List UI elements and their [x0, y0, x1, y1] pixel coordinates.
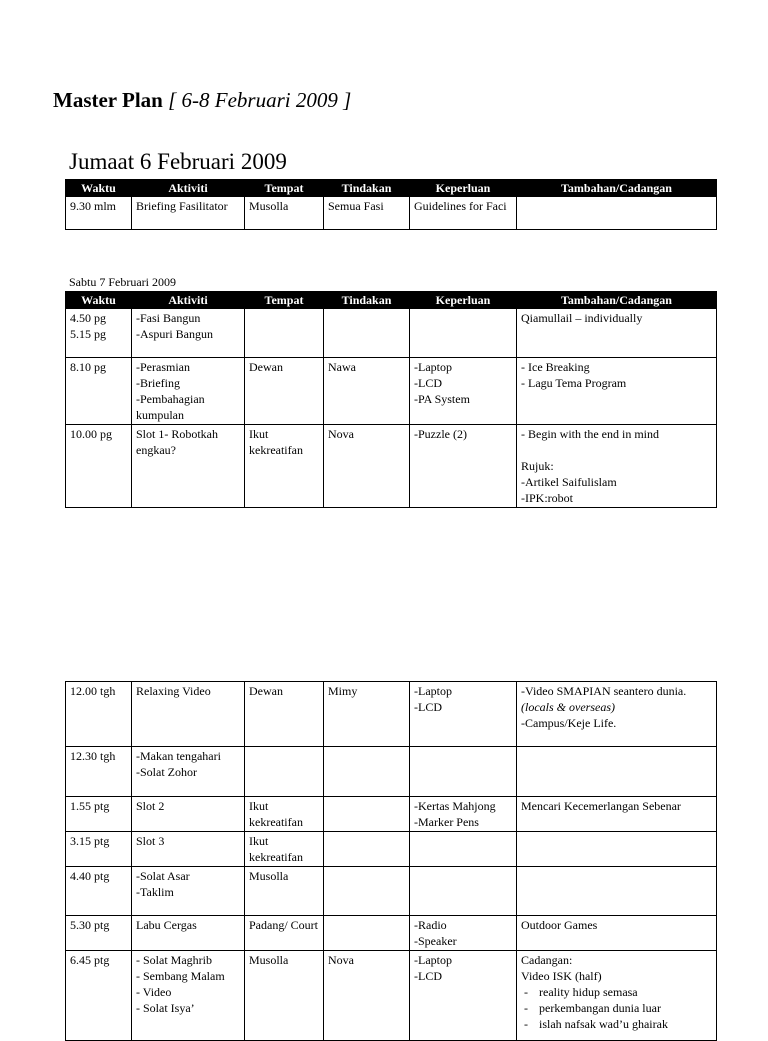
column-header-aktiviti: Aktiviti — [132, 180, 245, 197]
cell-line: - Video — [136, 985, 172, 999]
cell-tambahan — [517, 951, 717, 1041]
column-header-tempat: Tempat — [245, 292, 324, 309]
cell-line: -Fasi Bangun — [136, 311, 201, 325]
cell-tempat — [245, 425, 324, 508]
cell-line: 10.00 pg — [70, 427, 112, 441]
cell-waktu — [66, 747, 132, 797]
cell-tindakan — [324, 747, 410, 797]
table-row — [66, 425, 717, 508]
cell-line: (locals & overseas) — [521, 700, 615, 714]
table-row — [66, 358, 717, 425]
cell-tambahan — [517, 747, 717, 797]
cell-line: -Taklim — [136, 885, 174, 899]
column-header-tindakan: Tindakan — [324, 180, 410, 197]
cell-keperluan — [410, 916, 517, 951]
cell-waktu — [66, 867, 132, 916]
cell-line: - Ice Breaking — [521, 360, 590, 374]
cell-line: Outdoor Games — [521, 918, 598, 932]
cell-line: Cadangan: — [521, 953, 573, 967]
cell-tindakan — [324, 197, 410, 230]
cell-waktu — [66, 309, 132, 358]
cell-line: Dewan — [249, 360, 283, 374]
cell-line: 1.55 ptg — [70, 799, 110, 813]
document-title — [53, 88, 351, 113]
cell-tempat — [245, 309, 324, 358]
cell-line: -Pembahagian kumpulan — [136, 392, 205, 422]
cell-line: Slot 1- Robotkah engkau? — [136, 427, 219, 457]
cell-tambahan — [517, 832, 717, 867]
cell-line: 12.30 tgh — [70, 749, 116, 763]
table-row — [66, 951, 717, 1041]
table-row — [66, 197, 717, 230]
cell-line: Musolla — [249, 869, 289, 883]
cell-line: -Briefing — [136, 376, 180, 390]
cell-tempat — [245, 747, 324, 797]
column-header-tambahan: Tambahan/Cadangan — [517, 292, 717, 309]
cell-line: Semua Fasi — [328, 199, 384, 213]
cell-waktu — [66, 832, 132, 867]
cell-line: - Begin with the end in mind — [521, 427, 659, 441]
cell-aktiviti — [132, 425, 245, 508]
cell-tindakan — [324, 916, 410, 951]
cell-tempat — [245, 867, 324, 916]
cell-line: 6.45 ptg — [70, 953, 110, 967]
table-row — [66, 747, 717, 797]
cell-line: 4.50 pg — [70, 311, 106, 325]
cell-line: Nawa — [328, 360, 356, 374]
column-header-waktu: Waktu — [66, 292, 132, 309]
cell-line: Nova — [328, 953, 354, 967]
cell-tindakan — [324, 425, 410, 508]
cell-aktiviti — [132, 309, 245, 358]
cell-line: -Solat Zohor — [136, 765, 197, 779]
cell-tempat — [245, 951, 324, 1041]
cell-line: -Laptop — [414, 360, 452, 374]
cell-keperluan — [410, 425, 517, 508]
cell-tambahan — [517, 797, 717, 832]
cell-tindakan — [324, 951, 410, 1041]
table-row — [66, 832, 717, 867]
column-header-waktu: Waktu — [66, 180, 132, 197]
cell-waktu — [66, 358, 132, 425]
cell-line: -Marker Pens — [414, 815, 479, 829]
cell-line: -LCD — [414, 376, 442, 390]
cell-line: -Perasmian — [136, 360, 190, 374]
cell-line: Video ISK (half) — [521, 969, 602, 983]
column-header-aktiviti: Aktiviti — [132, 292, 245, 309]
cell-line: Ikut kekreatifan — [249, 427, 303, 457]
cell-line: - Lagu Tema Program — [521, 376, 627, 390]
cell-aktiviti — [132, 197, 245, 230]
cell-line: Slot 2 — [136, 799, 165, 813]
column-header-keperluan: Keperluan — [410, 180, 517, 197]
cell-waktu — [66, 197, 132, 230]
table-row — [66, 797, 717, 832]
cell-keperluan — [410, 358, 517, 425]
cell-tempat — [245, 358, 324, 425]
cell-line: -Laptop — [414, 684, 452, 698]
cell-line: Dewan — [249, 684, 283, 698]
cell-tempat — [245, 797, 324, 832]
title-main: Master Plan — [53, 88, 163, 112]
table-header-row — [66, 292, 717, 309]
column-header-tambahan: Tambahan/Cadangan — [517, 180, 717, 197]
cell-line: - perkembangan dunia luar — [521, 1000, 712, 1016]
schedule-table-sabtu — [65, 291, 717, 508]
cell-line: -Artikel Saifulislam — [521, 475, 617, 489]
cell-keperluan — [410, 951, 517, 1041]
cell-keperluan — [410, 309, 517, 358]
column-header-tindakan: Tindakan — [324, 292, 410, 309]
cell-line: -Solat Asar — [136, 869, 190, 883]
cell-line: -Laptop — [414, 953, 452, 967]
cell-line: - reality hidup semasa — [521, 984, 712, 1000]
cell-line: 4.40 ptg — [70, 869, 110, 883]
cell-waktu — [66, 916, 132, 951]
cell-line: 9.30 mlm — [70, 199, 117, 213]
cell-line: -LCD — [414, 969, 442, 983]
cell-tempat — [245, 916, 324, 951]
cell-line: Labu Cergas — [136, 918, 197, 932]
cell-line: Guidelines for Faci — [414, 199, 507, 213]
cell-tindakan — [324, 682, 410, 747]
cell-tempat — [245, 832, 324, 867]
cell-keperluan — [410, 797, 517, 832]
cell-line: -IPK:robot — [521, 491, 573, 505]
column-header-keperluan: Keperluan — [410, 292, 517, 309]
cell-line: -Aspuri Bangun — [136, 327, 213, 341]
table-row — [66, 916, 717, 951]
cell-waktu — [66, 425, 132, 508]
cell-line: Relaxing Video — [136, 684, 211, 698]
cell-line: Slot 3 — [136, 834, 165, 848]
cell-line: 12.00 tgh — [70, 684, 116, 698]
cell-tambahan — [517, 197, 717, 230]
cell-aktiviti — [132, 916, 245, 951]
cell-line: -Campus/Keje Life. — [521, 716, 617, 730]
cell-line: - islah nafsak wad’u ghairak — [521, 1016, 712, 1032]
cell-line: -Speaker — [414, 934, 457, 948]
cell-line: -Radio — [414, 918, 447, 932]
cell-tindakan — [324, 797, 410, 832]
cell-aktiviti — [132, 682, 245, 747]
cell-tindakan — [324, 832, 410, 867]
table-header-row — [66, 180, 717, 197]
cell-tambahan — [517, 682, 717, 747]
cell-keperluan — [410, 682, 517, 747]
cell-line: 5.15 pg — [70, 327, 106, 341]
cell-aktiviti — [132, 951, 245, 1041]
cell-line: -Video SMAPIAN seantero dunia. — [521, 684, 687, 698]
table-row — [66, 309, 717, 358]
cell-tindakan — [324, 358, 410, 425]
cell-line: -Puzzle (2) — [414, 427, 467, 441]
cell-aktiviti — [132, 832, 245, 867]
cell-aktiviti — [132, 867, 245, 916]
cell-tambahan — [517, 358, 717, 425]
cell-line: Nova — [328, 427, 354, 441]
cell-line: Ikut kekreatifan — [249, 799, 303, 829]
cell-line: Qiamullail – individually — [521, 311, 643, 325]
cell-line: 8.10 pg — [70, 360, 106, 374]
cell-line: -Kertas Mahjong — [414, 799, 496, 813]
cell-line: 5.30 ptg — [70, 918, 110, 932]
cell-line: -Makan tengahari — [136, 749, 221, 763]
cell-waktu — [66, 797, 132, 832]
cell-line: Briefing Fasilitator — [136, 199, 228, 213]
cell-line: Padang/ Court — [249, 918, 318, 932]
cell-tempat — [245, 197, 324, 230]
cell-tambahan — [517, 425, 717, 508]
cell-waktu — [66, 682, 132, 747]
cell-line: Musolla — [249, 199, 289, 213]
cell-line: Mimy — [328, 684, 358, 698]
cell-tambahan — [517, 916, 717, 951]
schedule-table-sabtu-continued — [65, 681, 717, 1041]
day2-heading: Sabtu 7 Februari 2009 — [69, 275, 176, 289]
cell-keperluan — [410, 867, 517, 916]
cell-line: -LCD — [414, 700, 442, 714]
cell-line: Rujuk: — [521, 459, 554, 473]
title-date-range: [ 6-8 Februari 2009 ] — [168, 88, 352, 112]
cell-tambahan — [517, 867, 717, 916]
cell-tindakan — [324, 867, 410, 916]
cell-line: Mencari Kecemerlangan Sebenar — [521, 799, 681, 813]
cell-waktu — [66, 951, 132, 1041]
cell-line: 3.15 ptg — [70, 834, 110, 848]
cell-line: - Solat Isya’ — [136, 1001, 195, 1015]
table-row — [66, 682, 717, 747]
cell-keperluan — [410, 197, 517, 230]
cell-keperluan — [410, 747, 517, 797]
cell-line: Musolla — [249, 953, 289, 967]
schedule-table-jumaat — [65, 179, 717, 230]
cell-tempat — [245, 682, 324, 747]
cell-line: - Sembang Malam — [136, 969, 225, 983]
cell-aktiviti — [132, 797, 245, 832]
cell-line: -PA System — [414, 392, 470, 406]
table-row — [66, 867, 717, 916]
column-header-tempat: Tempat — [245, 180, 324, 197]
cell-keperluan — [410, 832, 517, 867]
cell-line: Ikut kekreatifan — [249, 834, 303, 864]
cell-aktiviti — [132, 747, 245, 797]
cell-tambahan — [517, 309, 717, 358]
cell-aktiviti — [132, 358, 245, 425]
cell-tindakan — [324, 309, 410, 358]
day1-heading: Jumaat 6 Februari 2009 — [69, 149, 287, 174]
cell-line: - Solat Maghrib — [136, 953, 212, 967]
